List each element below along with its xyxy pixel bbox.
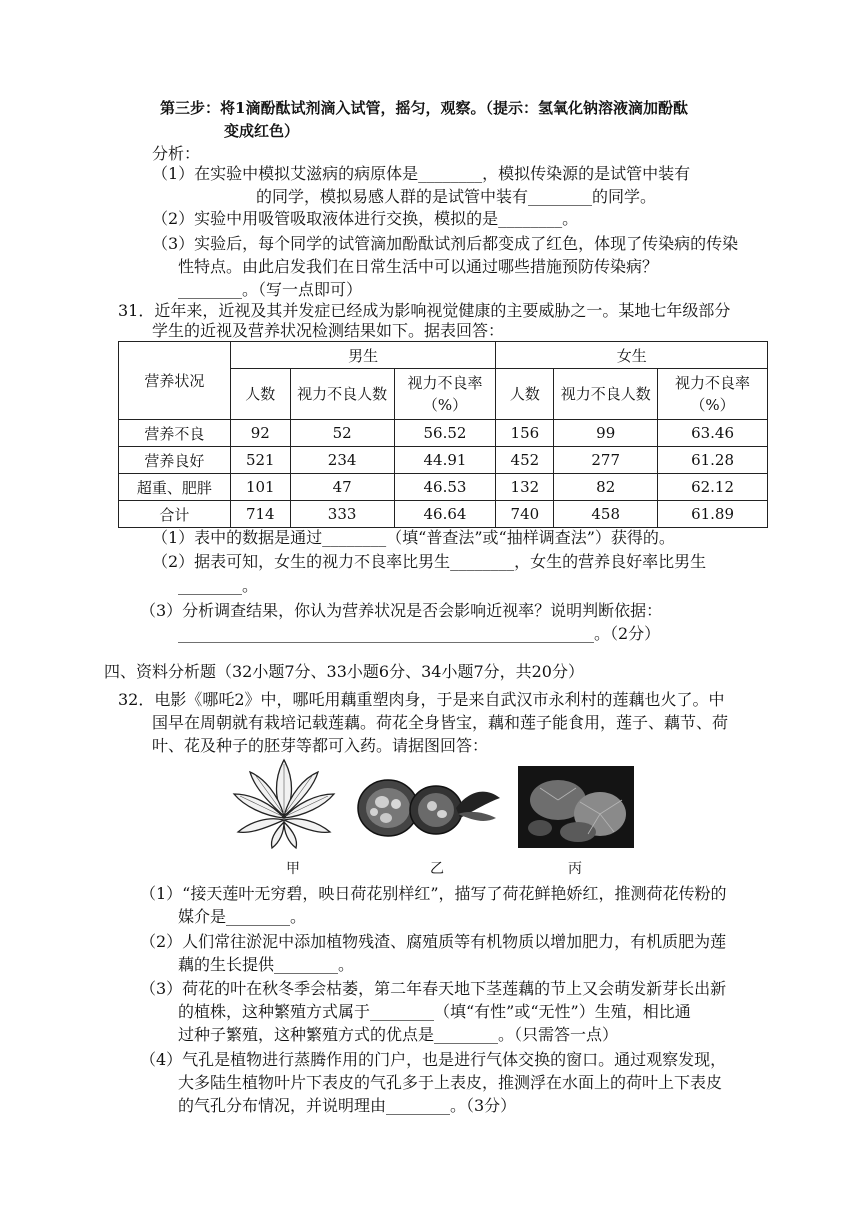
table-cell: 61.89 [658,501,768,528]
table-cell: 61.28 [658,447,768,474]
q30-part3-line2: 性特点。由此启发我们在日常生活中可以通过哪些措施预防传染病？ [178,257,659,276]
vision-nutrition-table [118,341,768,528]
section-four-title: 四、资料分析题（32小题7分、33小题6分、34小题7分，共20分） [104,662,584,681]
q30-part3-line3: ________。（写一点即可） [178,280,363,299]
q32-part2-line1: （2）人们常往淤泥中添加植物残渣、腐殖质等有机物质以增加肥力，有机质肥为莲 [140,932,727,951]
q31-part1: （1）表中的数据是通过________（填“普查法”或“抽样调查法”）获得的。 [152,528,675,547]
subheader-poor-vision-count: 视力不良人数 [290,369,394,420]
caption-jia: 甲 [286,861,300,877]
q31-part3-line1: （3）分析调查结果，你认为营养状况是否会影响近视率？说明判断依据： [140,601,663,620]
table-cell: 52 [290,420,394,447]
q31-part2-line2: ________。 [178,576,259,595]
table-cell: 62.12 [658,474,768,501]
table-cell: 合计 [119,501,231,528]
q32-part3-line3: 过种子繁殖，这种繁殖方式的优点是________。（只需答一点） [178,1025,619,1044]
q31-stem-line2: 学生的近视及营养状况检测结果如下。据表回答： [152,321,505,340]
header-nutrition-status: 营养状况 [119,342,231,420]
table-cell: 82 [554,474,658,501]
table-cell: 99 [554,420,658,447]
analysis-label: 分析： [152,144,201,163]
table-cell: 740 [496,501,554,528]
lotus-root-image [356,772,502,844]
q32-part1-line2: 媒介是________。 [178,907,307,926]
table-cell: 458 [554,501,658,528]
q30-part3-line1: （3）实验后，每个同学的试管滴加酚酞试剂后都变成了红色，体现了传染病的传染 [152,234,739,253]
table-cell: 46.64 [394,501,496,528]
caption-yi: 乙 [430,861,444,877]
table-cell: 92 [230,420,290,447]
q31-part3-line2: ____________________________________________________。（2分） [178,624,661,643]
table-cell: 234 [290,447,394,474]
table-row [119,447,768,474]
q30-part1-line2: 的同学，模拟易感人群的是试管中装有________的同学。 [256,187,657,206]
q32-part3-line2: 的植株，这种繁殖方式属于________（填“有性”或“无性”）生殖，相比通 [178,1002,691,1021]
subheader-poor-vision-rate: 视力不良率（%） [658,369,768,420]
q32-stem-line3: 叶、花及种子的胚芽等都可入药。请据图回答： [152,736,489,755]
table-cell: 营养不良 [119,420,231,447]
q31-stem-line1: 31．近年来，近视及其并发症已经成为影响视觉健康的主要威胁之一。某地七年级部分 [118,301,731,320]
table-cell: 333 [290,501,394,528]
lotus-leaf-image [518,766,634,848]
header-female: 女生 [496,342,768,369]
step3-line2: 变成红色） [224,122,300,140]
subheader-poor-vision-count: 视力不良人数 [554,369,658,420]
q32-part4-line2: 大多陆生植物叶片下表皮的气孔多于上表皮，推测浮在水面上的荷叶上下表皮 [178,1073,723,1092]
q32-part3-line1: （3）荷花的叶在秋冬季会枯萎，第二年春天地下茎莲藕的节上又会萌发新芽长出新 [140,979,727,998]
caption-bing: 丙 [568,861,582,877]
q30-part1-line1: （1）在实验中模拟艾滋病的病原体是________，模拟传染源的是试管中装有 [152,164,691,183]
table-cell: 277 [554,447,658,474]
table-row [119,501,768,528]
table-cell: 44.91 [394,447,496,474]
table-cell: 132 [496,474,554,501]
q32-stem-line1: 32．电影《哪吒2》中，哪吒用藕重塑肉身，于是来自武汉市永利村的莲藕也火了。中 [118,690,725,709]
step3-line1: 第三步：将1滴酚酞试剂滴入试管，摇匀，观察。（提示：氢氧化钠溶液滴加酚酞 [160,99,688,117]
q32-part4-line3: 的气孔分布情况，并说明理由________。（3分） [178,1096,517,1115]
lotus-flower-image [228,752,340,850]
q32-part1-line1: （1）“接天莲叶无穷碧，映日荷花别样红”，描写了荷花鲜艳娇红，推测荷花传粉的 [140,884,727,903]
table-cell: 714 [230,501,290,528]
table-cell: 101 [230,474,290,501]
table-cell: 47 [290,474,394,501]
table-cell: 156 [496,420,554,447]
subheader-count: 人数 [230,369,290,420]
table-row [119,474,768,501]
table-cell: 521 [230,447,290,474]
q30-part2: （2）实验中用吸管吸取液体进行交换，模拟的是________。 [152,209,579,228]
table-cell: 63.46 [658,420,768,447]
subheader-count: 人数 [496,369,554,420]
q32-part2-line2: 藕的生长提供________。 [178,955,355,974]
table-cell: 46.53 [394,474,496,501]
table-cell: 超重、肥胖 [119,474,231,501]
table-row [119,420,768,447]
q32-part4-line1: （4）气孔是植物进行蒸腾作用的门户，也是进行气体交换的窗口。通过观察发现， [140,1050,727,1069]
subheader-poor-vision-rate: 视力不良率（%） [394,369,496,420]
table-cell: 56.52 [394,420,496,447]
table-cell: 452 [496,447,554,474]
header-male: 男生 [230,342,496,369]
table-cell: 营养良好 [119,447,231,474]
q32-stem-line2: 国早在周朝就有栽培记载莲藕。荷花全身皆宝，藕和莲子能食用，莲子、藕节、荷 [152,713,729,732]
q31-part2-line1: （2）据表可知，女生的视力不良率比男生________，女生的营养良好率比男生 [152,552,707,571]
